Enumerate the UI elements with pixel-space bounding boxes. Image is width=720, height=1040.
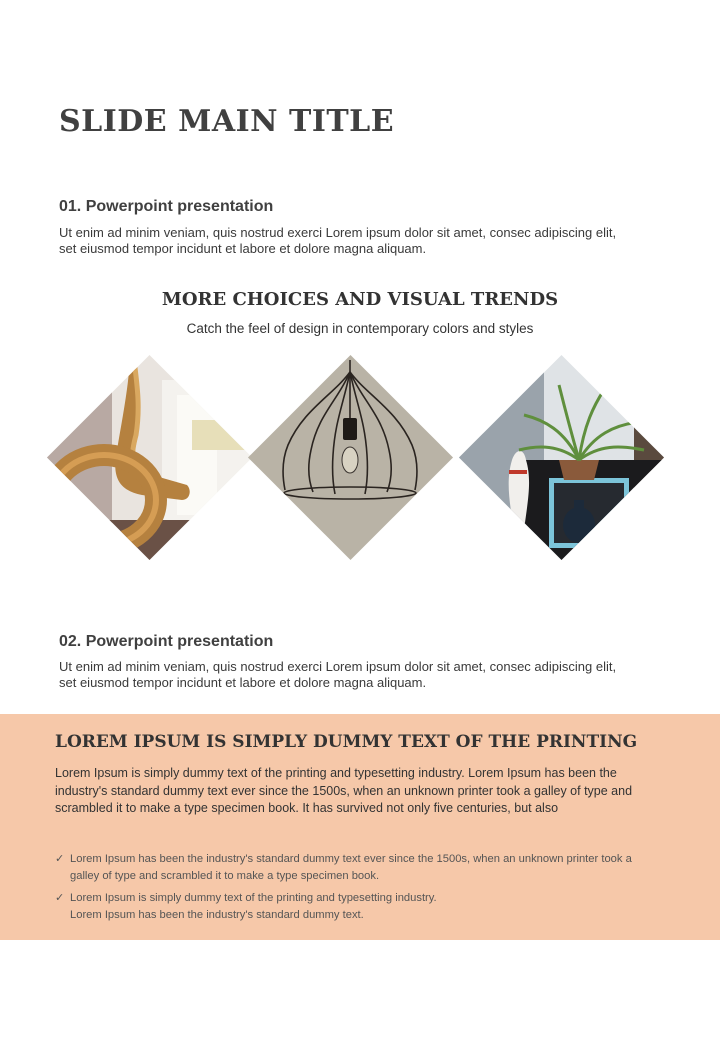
list-item	[55, 851, 655, 885]
trends-subtitle: Catch the feel of design in contemporary colors and styles	[186, 321, 534, 336]
band-title: LOREM IPSUM IS SIMPLY DUMMY TEXT OF THE PRINTING	[55, 732, 638, 752]
wooden-sculpture-image	[47, 355, 252, 560]
checkmark-icon: ✓	[55, 892, 65, 904]
trends-title: MORE CHOICES AND VISUAL TRENDS	[161, 289, 559, 310]
section1-heading: 01. Powerpoint presentation	[59, 198, 274, 215]
section2-body: Ut enim ad minim veniam, quis nostrud exerci Lorem ipsum dolor sit amet, consec adipiscing elit, set eiusmod tempor incidunt et labore et dolore magna aliquam.	[59, 659, 617, 690]
slide-title: SLIDE MAIN TITLE	[59, 104, 395, 139]
plant-shelf-image	[459, 355, 664, 560]
highlight-band	[0, 714, 720, 940]
list-item	[55, 890, 655, 924]
wire-pendant-lamp-image	[248, 355, 453, 560]
bullet-list	[55, 851, 655, 929]
checkmark-icon: ✓	[55, 853, 65, 865]
bullet-text: Lorem Ipsum is simply dummy text of the printing and typesetting industry. Lorem Ipsum has been the industry's standard dummy text.	[70, 892, 437, 921]
bullet-text: Lorem Ipsum has been the industry's standard dummy text ever since the 1500s, when an unknown printer took a galley of type and scrambled it to make a type specimen book.	[70, 853, 632, 882]
section2-heading: 02. Powerpoint presentation	[59, 633, 274, 650]
section1-body: Ut enim ad minim veniam, quis nostrud exerci Lorem ipsum dolor sit amet, consec adipiscing elit, set eiusmod tempor incidunt et labore et dolore magna aliquam.	[59, 225, 617, 256]
band-body: Lorem Ipsum is simply dummy text of the printing and typesetting industry. Lorem Ipsum has been the industry's standard dummy text ever since the 1500s, when an unknown printer took a galley of type and scrambled it to make a type specimen book. It has survived not only five centuries, but also	[55, 766, 633, 815]
